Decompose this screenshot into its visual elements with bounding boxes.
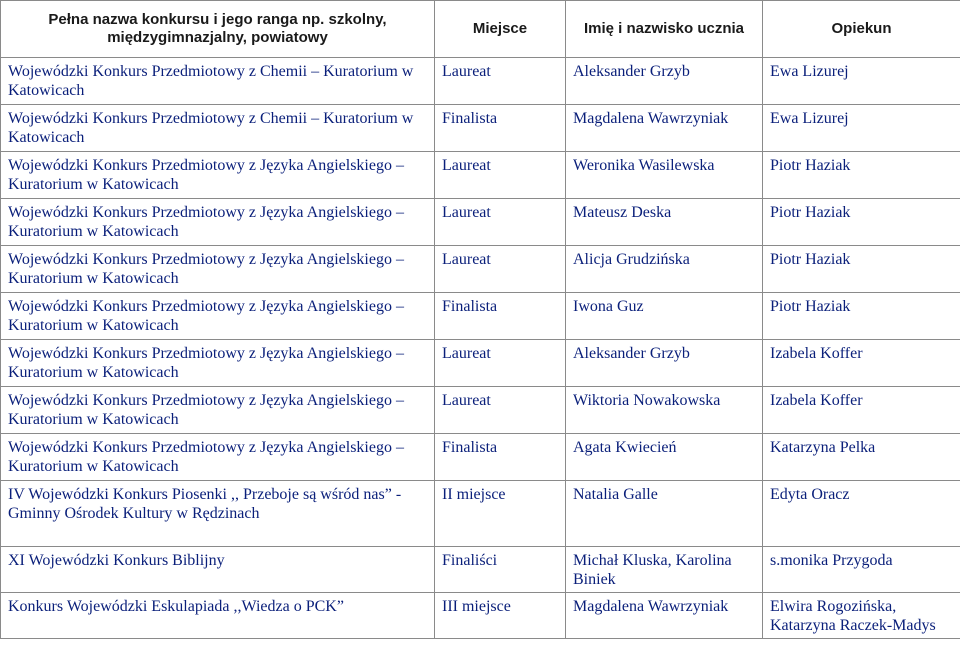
header-row [1, 1, 960, 58]
tutor-cell: Piotr Haziak [763, 246, 960, 293]
table-row [1, 434, 960, 481]
tutor-cell: Edyta Oracz [763, 481, 960, 547]
header-student: Imię i nazwisko ucznia [566, 1, 763, 58]
place-cell: Finalista [435, 105, 566, 152]
competition-cell: Wojewódzki Konkurs Przedmiotowy z Języka Angielskiego – Kuratorium w Katowicach [1, 340, 435, 387]
competition-cell: Konkurs Wojewódzki Eskulapiada ,,Wiedza o PCK” [1, 593, 435, 639]
student-cell: Magdalena Wawrzyniak [566, 593, 763, 639]
competition-cell: IV Wojewódzki Konkurs Piosenki ,, Przeboje są wśród nas” - Gminny Ośrodek Kultury w Rędzinach [1, 481, 435, 547]
competition-cell: Wojewódzki Konkurs Przedmiotowy z Języka Angielskiego – Kuratorium w Katowicach [1, 199, 435, 246]
place-cell: Laureat [435, 58, 566, 105]
table-row [1, 105, 960, 152]
place-cell: Laureat [435, 340, 566, 387]
header-place: Miejsce [435, 1, 566, 58]
competition-cell: Wojewódzki Konkurs Przedmiotowy z Języka Angielskiego – Kuratorium w Katowicach [1, 293, 435, 340]
tutor-cell: Elwira Rogozińska, Katarzyna Raczek-Madys [763, 593, 960, 639]
place-cell: Laureat [435, 246, 566, 293]
table-row [1, 293, 960, 340]
table-row [1, 593, 960, 639]
tutor-cell: s.monika Przygoda [763, 547, 960, 593]
competition-cell: Wojewódzki Konkurs Przedmiotowy z Języka Angielskiego – Kuratorium w Katowicach [1, 387, 435, 434]
table-row [1, 246, 960, 293]
tutor-cell: Piotr Haziak [763, 152, 960, 199]
student-cell: Aleksander Grzyb [566, 340, 763, 387]
competition-cell: Wojewódzki Konkurs Przedmiotowy z Języka Angielskiego – Kuratorium w Katowicach [1, 246, 435, 293]
tutor-cell: Izabela Koffer [763, 387, 960, 434]
student-cell: Weronika Wasilewska [566, 152, 763, 199]
place-cell: Finaliści [435, 547, 566, 593]
competition-cell: Wojewódzki Konkurs Przedmiotowy z Języka Angielskiego – Kuratorium w Katowicach [1, 434, 435, 481]
student-cell: Iwona Guz [566, 293, 763, 340]
table-row [1, 547, 960, 593]
tutor-cell: Ewa Lizurej [763, 58, 960, 105]
competition-cell: XI Wojewódzki Konkurs Biblijny [1, 547, 435, 593]
tutor-cell: Piotr Haziak [763, 293, 960, 340]
student-cell: Wiktoria Nowakowska [566, 387, 763, 434]
competition-cell: Wojewódzki Konkurs Przedmiotowy z Chemii – Kuratorium w Katowicach [1, 105, 435, 152]
student-cell: Alicja Grudzińska [566, 246, 763, 293]
table-row [1, 340, 960, 387]
tutor-cell: Piotr Haziak [763, 199, 960, 246]
place-cell: Laureat [435, 199, 566, 246]
table-row [1, 387, 960, 434]
tutor-cell: Ewa Lizurej [763, 105, 960, 152]
student-cell: Natalia Galle [566, 481, 763, 547]
place-cell: Finalista [435, 434, 566, 481]
tutor-cell: Katarzyna Pelka [763, 434, 960, 481]
table-row [1, 58, 960, 105]
student-cell: Magdalena Wawrzyniak [566, 105, 763, 152]
student-cell: Aleksander Grzyb [566, 58, 763, 105]
place-cell: Laureat [435, 387, 566, 434]
competition-cell: Wojewódzki Konkurs Przedmiotowy z Chemii – Kuratorium w Katowicach [1, 58, 435, 105]
student-cell: Agata Kwiecień [566, 434, 763, 481]
header-competition: Pełna nazwa konkursu i jego ranga np. szkolny, międzygimnazjalny, powiatowy [1, 1, 435, 58]
competition-cell: Wojewódzki Konkurs Przedmiotowy z Języka Angielskiego – Kuratorium w Katowicach [1, 152, 435, 199]
header-tutor: Opiekun [763, 1, 960, 58]
place-cell: Finalista [435, 293, 566, 340]
table-row [1, 199, 960, 246]
place-cell: Laureat [435, 152, 566, 199]
table-row [1, 152, 960, 199]
student-cell: Mateusz Deska [566, 199, 763, 246]
place-cell: III miejsce [435, 593, 566, 639]
tutor-cell: Izabela Koffer [763, 340, 960, 387]
table-row [1, 481, 960, 547]
place-cell: II miejsce [435, 481, 566, 547]
student-cell: Michał Kluska, Karolina Biniek [566, 547, 763, 593]
